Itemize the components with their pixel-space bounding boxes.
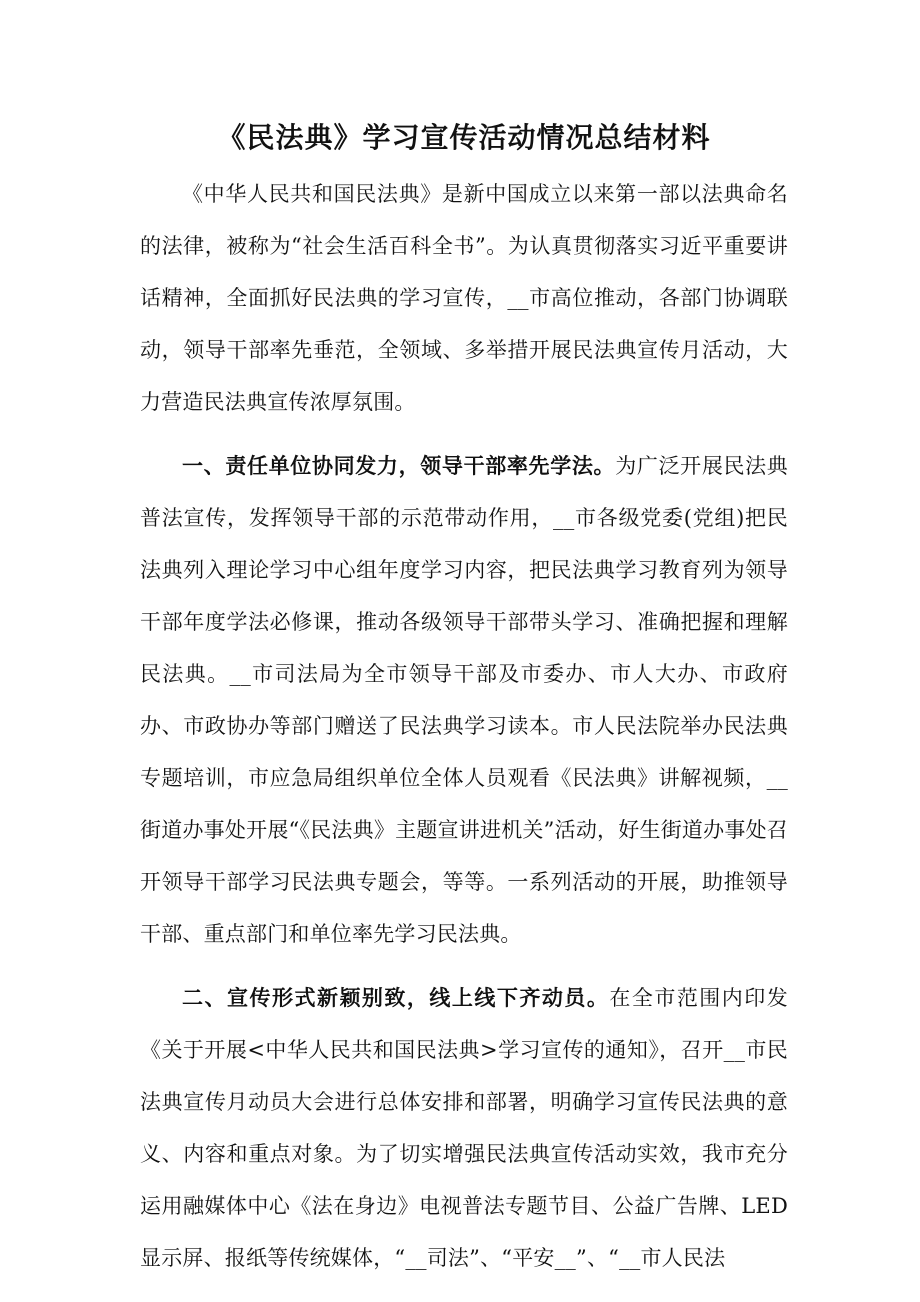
section-two-text: 在全市范围内印发《关于开展<中华人民共和国民法典>学习宣传的通知》，召开__市民法典宣传月动员大会进行总体安排和部署，明确学习宣传民法典的意义、内容和重点对象。为了切实增强民法典宣传活动实效，我市充分运用融媒体中心《法在身边》电视普法专题节目、公益广告牌、LED显示屏、报纸等传统媒体，“__司法”、“平安__”、“__市人民法	[140, 986, 788, 1270]
section-one-paragraph	[140, 440, 788, 960]
document-title: 《民法典》学习宣传活动情况总结材料	[217, 121, 711, 154]
section-two-heading: 二、宣传形式新颖别致，线上线下齐动员。	[182, 985, 610, 1010]
document-body	[140, 168, 788, 1284]
section-two-paragraph	[140, 972, 788, 1284]
section-one-text: 为广泛开展民法典普法宣传，发挥领导干部的示范带动作用，__市各级党委(党组)把民法典列入理论学习中心组年度学习内容，把民法典学习教育列为领导干部年度学法必修课，推动各级领导干部带头学习、准确把握和理解民法典。__市司法局为全市领导干部及市委办、市人大办、市政府办、市政协办等部门赠送了民法典学习读本。市人民法院举办民法典专题培训，市应急局组织单位全体人员观看《民法典》讲解视频，__街道办事处开展“《民法典》主题宣讲进机关”活动，好生街道办事处召开领导干部学习民法典专题会，等等。一系列活动的开展，助推领导干部、重点部门和单位率先学习民法典。	[140, 454, 788, 946]
intro-paragraph: 《中华人民共和国民法典》是新中国成立以来第一部以法典命名的法律，被称为“社会生活百科全书”。为认真贯彻落实习近平重要讲话精神，全面抓好民法典的学习宣传，__市高位推动，各部门协调联动，领导干部率先垂范，全领域、多举措开展民法典宣传月活动，大力营造民法典宣传浓厚氛围。	[140, 182, 788, 414]
section-one-heading: 一、责任单位协同发力，领导干部率先学法。	[182, 453, 616, 478]
